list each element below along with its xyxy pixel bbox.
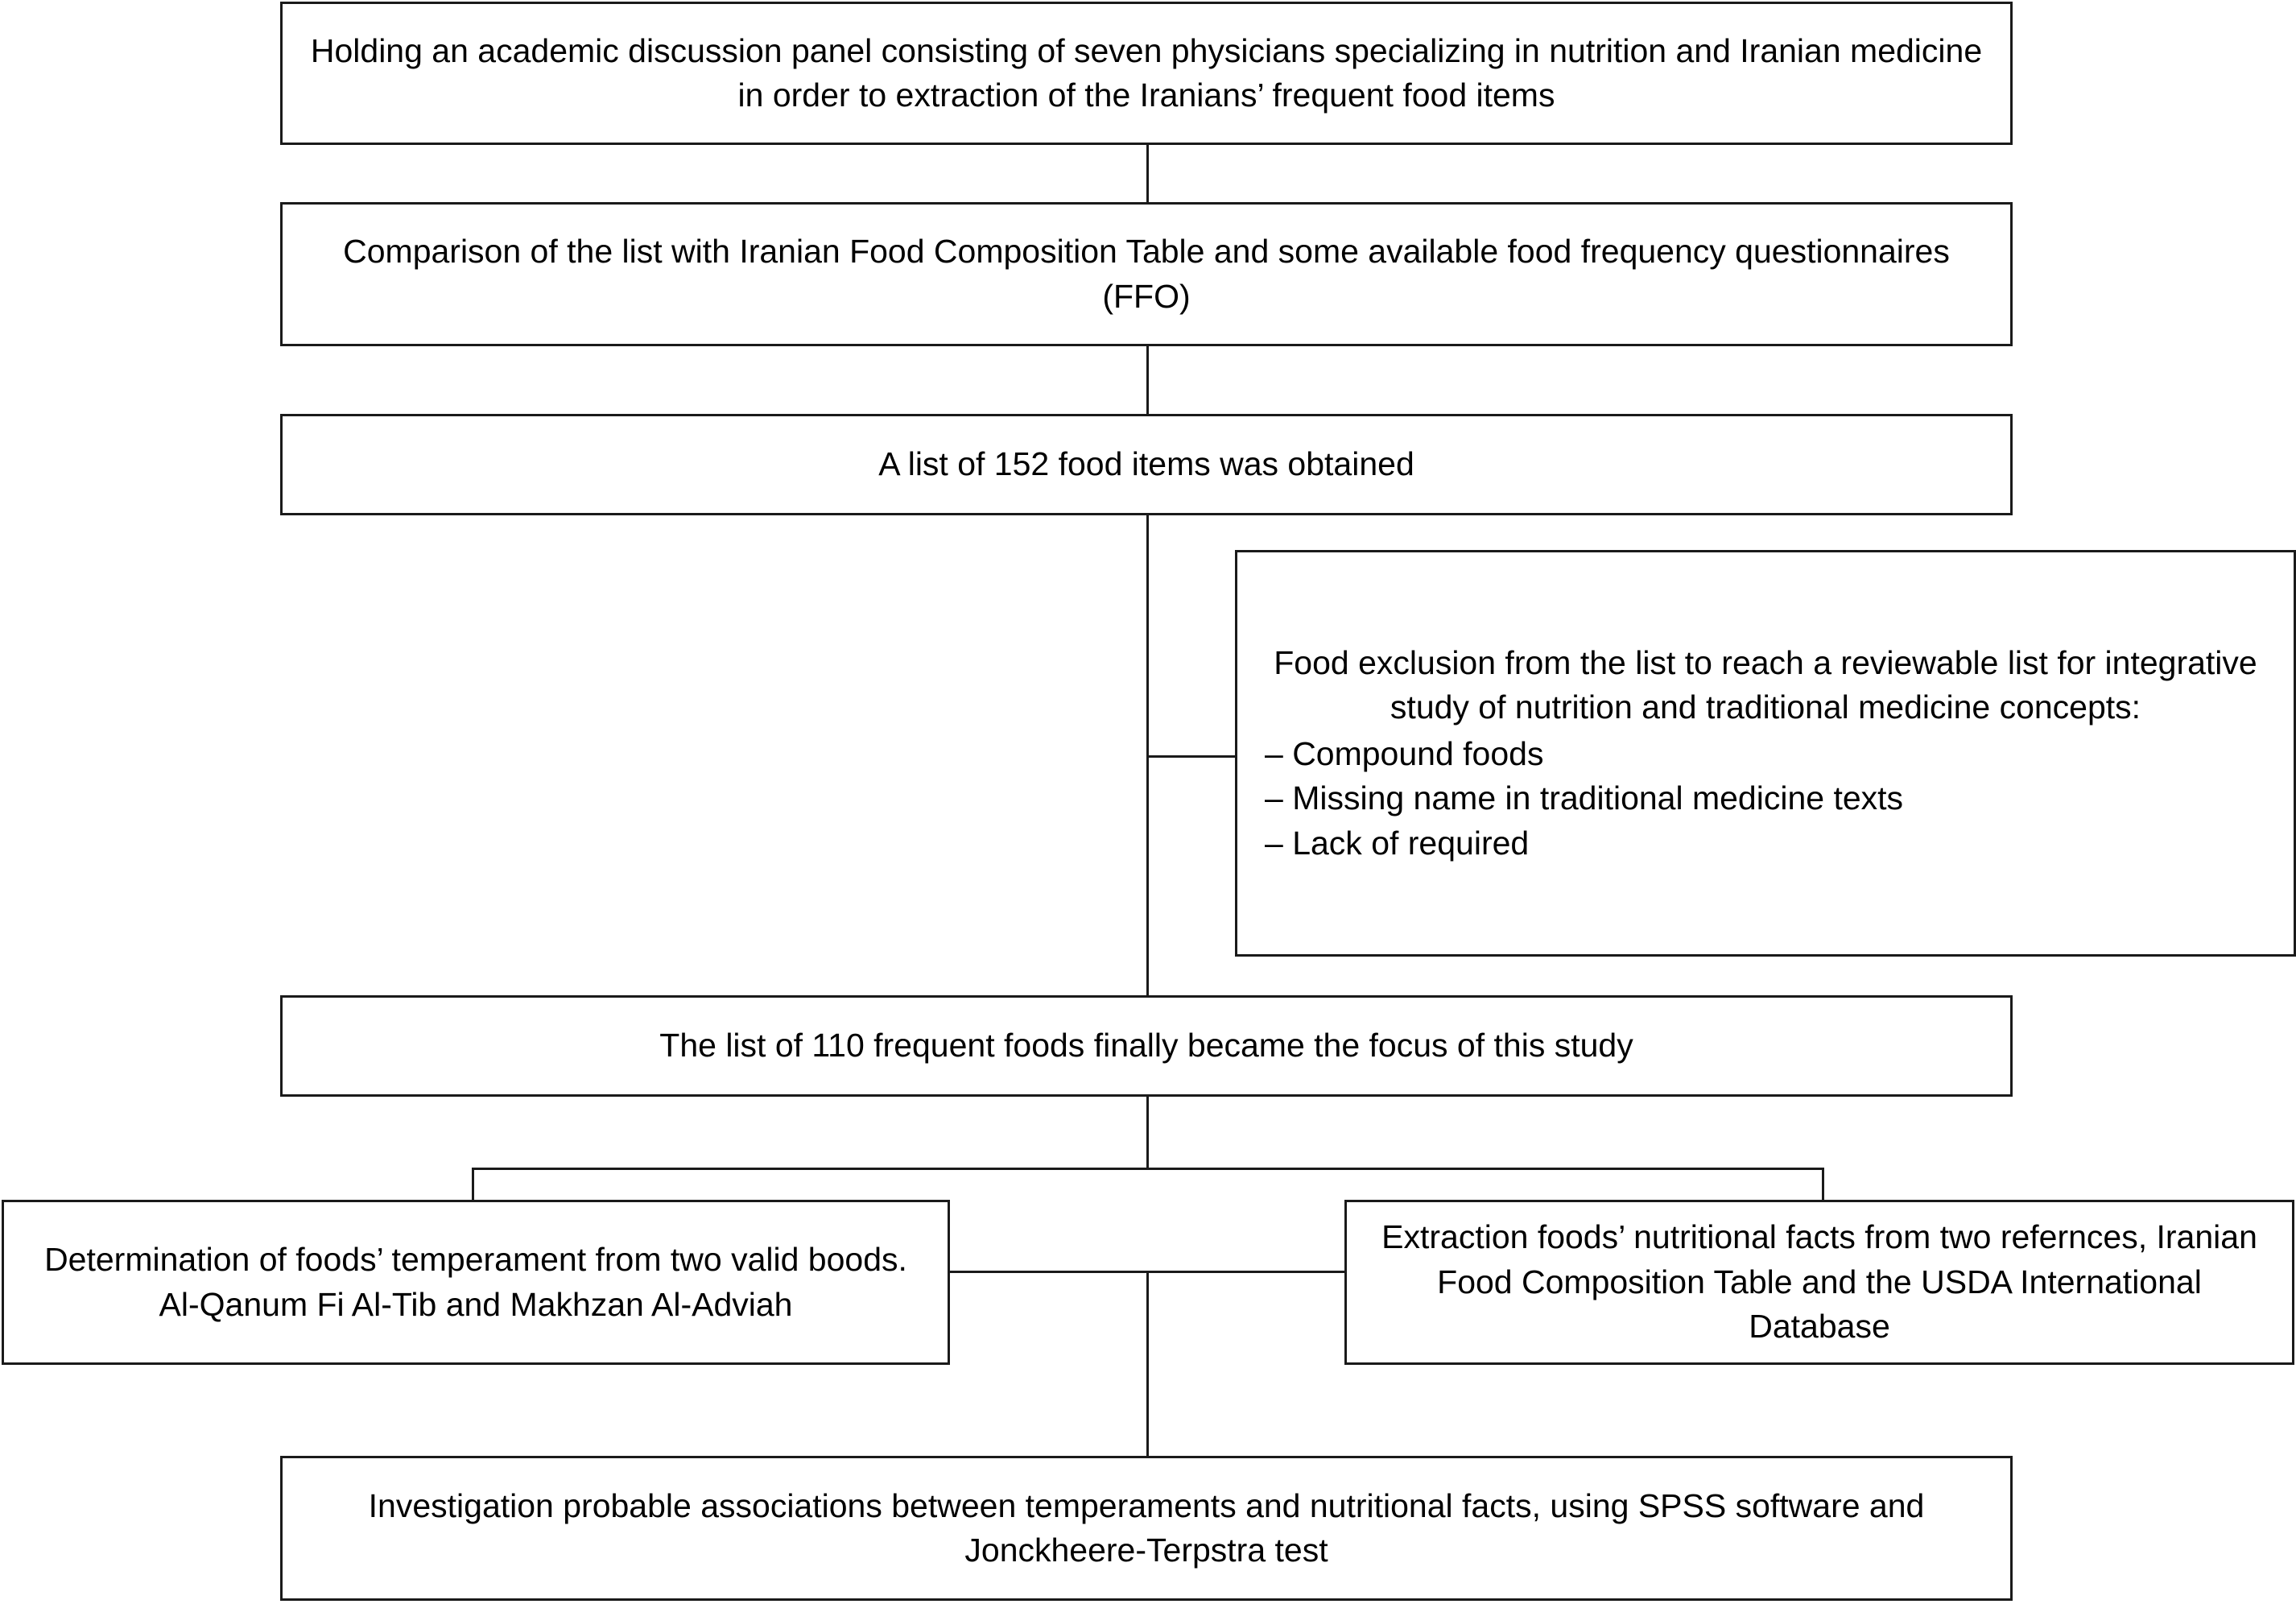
connector-split-left-down	[472, 1168, 474, 1201]
node-list-152-label: A list of 152 food items was obtained	[878, 445, 1414, 483]
connector-split-horizontal	[472, 1168, 1824, 1170]
exclusion-item-1: – Compound foods	[1265, 734, 1544, 772]
connector-panel-to-comparison	[1146, 143, 1149, 202]
connector-to-exclusion	[1146, 755, 1235, 758]
connector-comparison-to-list152	[1146, 346, 1149, 415]
connector-list110-to-split	[1146, 1097, 1149, 1169]
node-investigation-label: Investigation probable associations between temperaments and nutritional facts, using SPSS software and Jonckheere-Terpstra test	[368, 1486, 1925, 1569]
node-food-exclusion-heading: Food exclusion from the list to reach a reviewable list for integrative study of nutrition and traditional medicine concepts:	[1274, 644, 2257, 726]
node-food-exclusion-items	[1265, 732, 2266, 866]
node-nutritional-facts	[1344, 1200, 2294, 1365]
node-temperament-determination	[2, 1200, 950, 1365]
node-list-110	[280, 995, 2013, 1097]
node-academic-panel	[280, 2, 2013, 145]
node-nutritional-facts-label: Extraction foods’ nutritional facts from two refernces, Iranian Food Composition Table and the USDA International Database	[1381, 1218, 2257, 1346]
exclusion-item-2: – Missing name in traditional medicine texts	[1265, 779, 1904, 817]
exclusion-item-3: – Lack of required	[1265, 824, 1530, 862]
node-investigation	[280, 1456, 2013, 1601]
node-temperament-determination-label: Determination of foods’ temperament from two valid boods. Al-Qanum Fi Al-Tib and Makhzan Al-Adviah	[44, 1241, 907, 1323]
node-list-152	[280, 414, 2013, 515]
node-list-110-label: The list of 110 frequent foods finally became the focus of this study	[659, 1027, 1633, 1065]
connector-split-right-down	[1822, 1168, 1824, 1201]
node-academic-panel-label: Holding an academic discussion panel consisting of seven physicians specializing in nutrition and Iranian medicine in order to extraction of the Iranians’ frequent food items	[310, 31, 1983, 114]
node-comparison-label: Comparison of the list with Iranian Food Composition Table and some available food frequency questionnaires (FFO)	[343, 233, 1950, 315]
node-comparison	[280, 202, 2013, 346]
connector-merge-to-investigation	[1146, 1271, 1149, 1456]
node-food-exclusion	[1235, 550, 2296, 957]
